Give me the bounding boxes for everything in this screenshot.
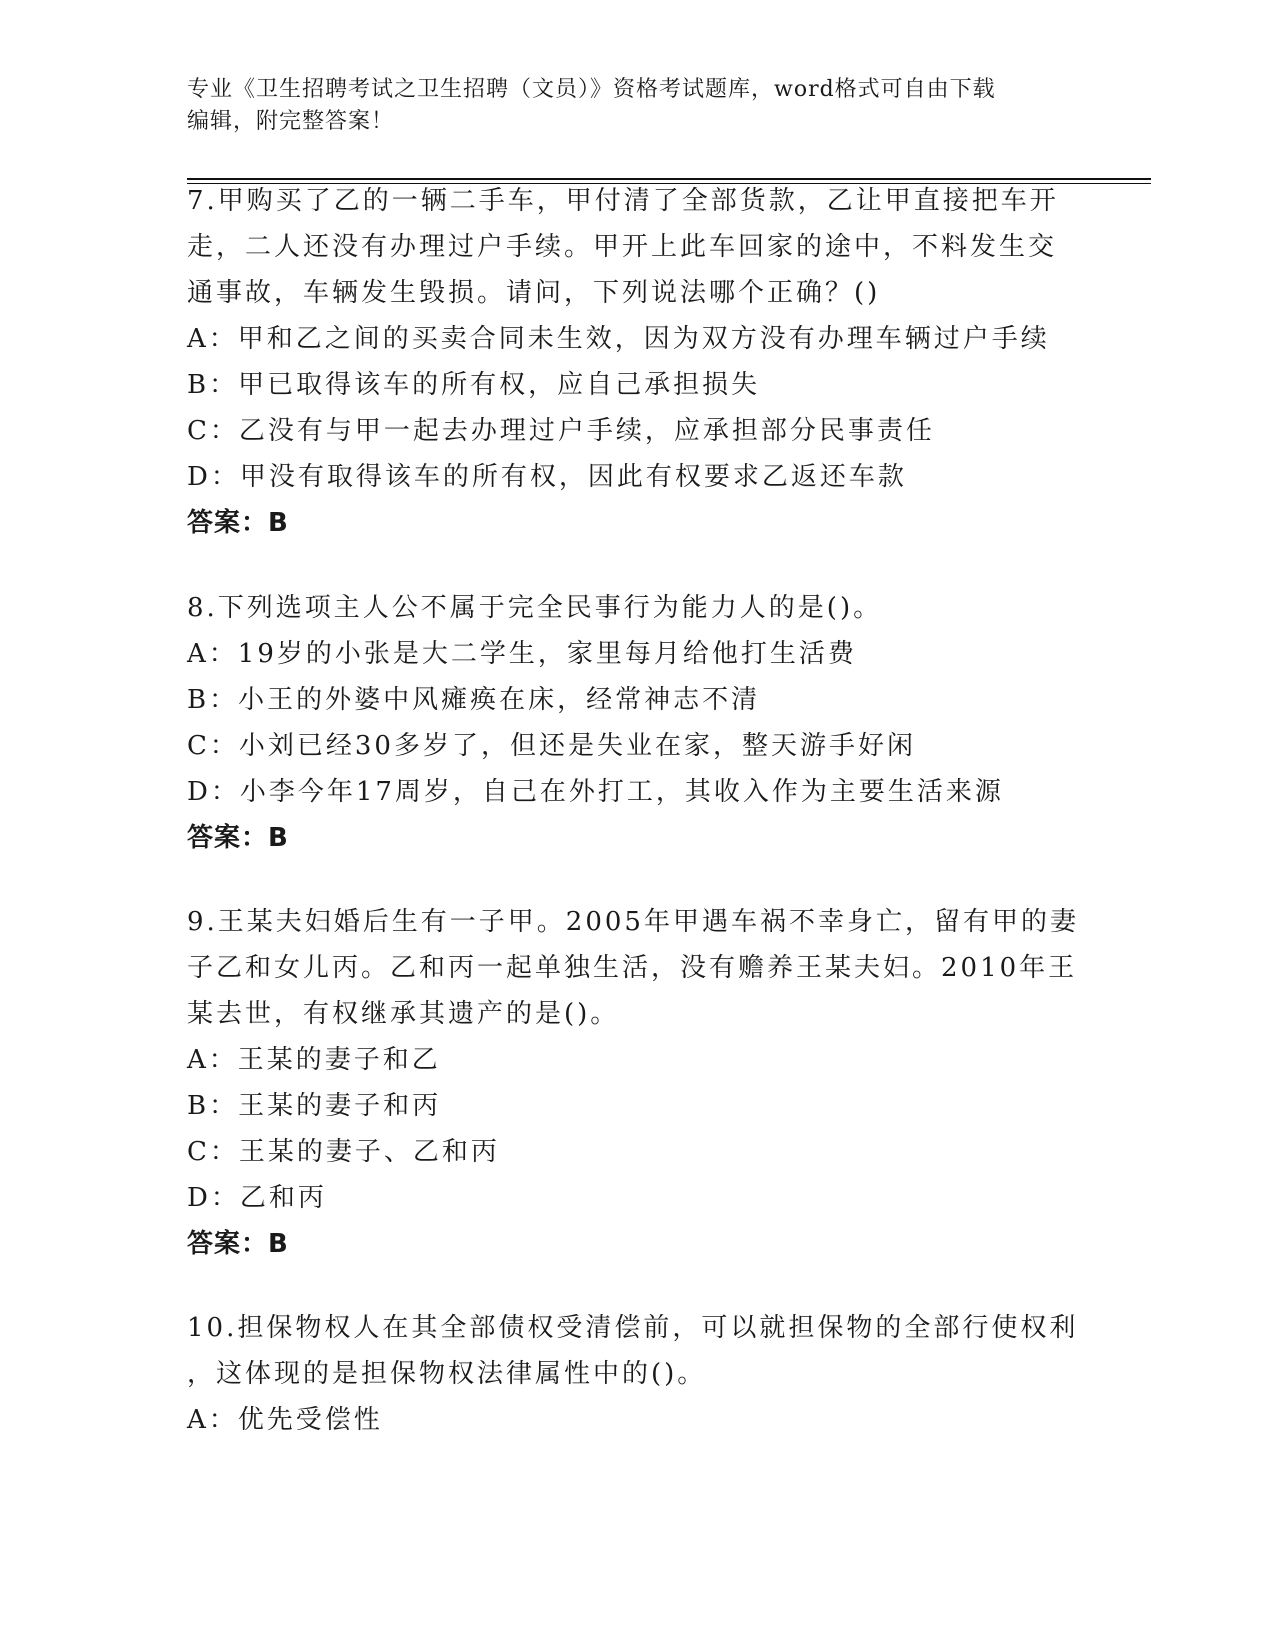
option-c: C：小刘已经30多岁了，但还是失业在家，整天游手好闲 <box>187 731 916 761</box>
question-7 <box>187 178 1087 546</box>
option-a: A：19岁的小张是大二学生，家里每月给他打生活费 <box>187 639 857 669</box>
option-b: B：王某的妻子和丙 <box>187 1091 442 1121</box>
question-9 <box>187 899 1087 1267</box>
question-8 <box>187 585 1087 861</box>
option-d: D：小李今年17周岁，自己在外打工，其收入作为主要生活来源 <box>187 777 1004 807</box>
question-text: 走，二人还没有办理过户手续。甲开上此车回家的途中，不料发生交 <box>187 232 1058 262</box>
document-header <box>187 74 1087 138</box>
question-text: 通事故，车辆发生毁损。请问，下列说法哪个正确？() <box>187 278 881 308</box>
option-a: A：甲和乙之间的买卖合同未生效，因为双方没有办理车辆过户手续 <box>187 324 1050 354</box>
option-c: C：王某的妻子、乙和丙 <box>187 1137 500 1167</box>
option-c: C：乙没有与甲一起去办理过户手续，应承担部分民事责任 <box>187 416 935 446</box>
option-d: D：甲没有取得该车的所有权，因此有权要求乙返还车款 <box>187 462 907 492</box>
option-d: D：乙和丙 <box>187 1183 327 1213</box>
answer: 答案：B <box>187 1229 289 1259</box>
question-text: 10.担保物权人在其全部债权受清偿前，可以就担保物的全部行使权利 <box>187 1313 1079 1343</box>
question-text: 7.甲购买了乙的一辆二手车，甲付清了全部货款，乙让甲直接把车开 <box>187 186 1059 216</box>
answer: 答案：B <box>187 823 289 853</box>
question-10 <box>187 1305 1087 1443</box>
question-text: ，这体现的是担保物权法律属性中的()。 <box>187 1359 707 1389</box>
question-text: 某去世，有权继承其遗产的是()。 <box>187 999 620 1029</box>
option-b: B：小王的外婆中风瘫痪在床，经常神志不清 <box>187 685 761 715</box>
question-text: 8.下列选项主人公不属于完全民事行为能力人的是()。 <box>187 593 883 623</box>
answer: 答案：B <box>187 508 289 538</box>
header-line: 编辑，附完整答案！ <box>187 109 395 134</box>
question-text: 9.王某夫妇婚后生有一子甲。2005年甲遇车祸不幸身亡，留有甲的妻 <box>187 907 1079 937</box>
option-a: A：优先受偿性 <box>187 1405 383 1435</box>
option-a: A：王某的妻子和乙 <box>187 1045 441 1075</box>
header-line: 专业《卫生招聘考试之卫生招聘（文员）》资格考试题库，word格式可自由下载 <box>187 77 996 102</box>
option-b: B：甲已取得该车的所有权，应自己承担损失 <box>187 370 761 400</box>
question-text: 子乙和女儿丙。乙和丙一起单独生活，没有赡养王某夫妇。2010年王 <box>187 953 1078 983</box>
